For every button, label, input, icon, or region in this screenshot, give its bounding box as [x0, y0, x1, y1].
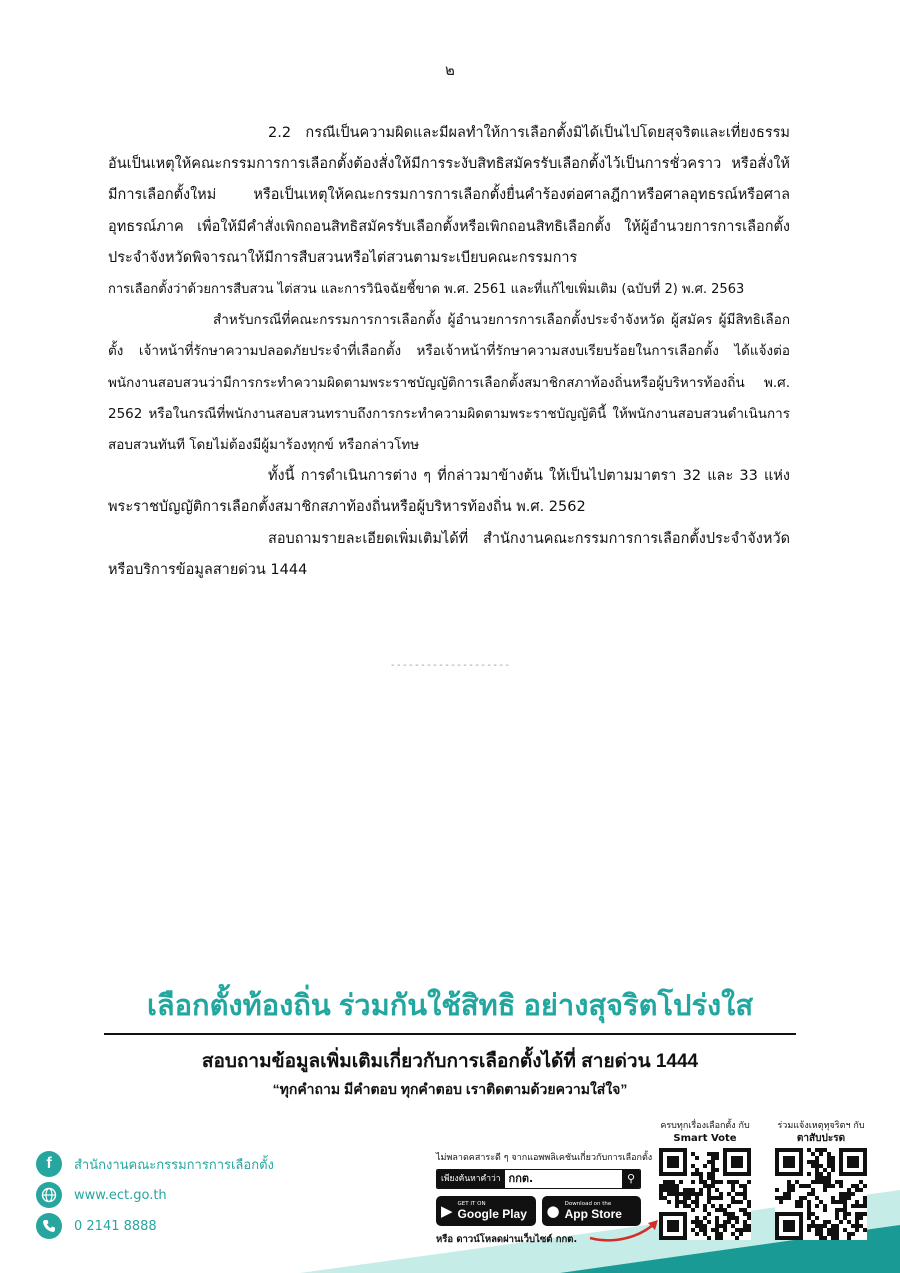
qr-smartvote-block [652, 1120, 758, 1240]
download-note: หรือ ดาวน์โหลดผ่านเว็บไซต์ กกต. [436, 1234, 578, 1245]
hotline-quote: “ทุกคำถาม มีคำตอบ ทุกคำตอบ เราติดตามด้วยความใส่ใจ” [272, 1081, 628, 1097]
campaign-slogan: เลือกตั้งท้องถิ่น ร่วมกันใช้สิทธิ อย่างสุจริตโปร่งใส [146, 990, 754, 1022]
app-store-small: Download on the [564, 1201, 612, 1208]
end-of-text-marker: -------------------- [389, 660, 511, 671]
google-play-small: GET IT ON [457, 1201, 486, 1208]
contact-website-label: www.ect.go.th [74, 1187, 167, 1203]
footer-divider [104, 1033, 796, 1035]
paragraph-legal-sections: ทั้งนี้ การดำเนินการต่าง ๆ ที่กล่าวมาข้างต้น ให้เป็นไปตามมาตรา 32 และ 33 แห่งพระราชบัญญัติการเลือกตั้งสมาชิกสภาท้องถิ่นหรือผู้บริหารท้องถิ่น พ.ศ. 2562 [108, 468, 790, 516]
qr-code-smartvote[interactable] [659, 1148, 751, 1240]
qr-smartvote-caption: ครบทุกเรื่องเลือกตั้ง กับ [660, 1121, 750, 1131]
search-icon: ⚲ [622, 1170, 640, 1188]
page-number: ๒ [445, 61, 455, 79]
app-search-label: เพียงค้นหาคำว่า [437, 1170, 505, 1188]
app-store-label: App Store [564, 1206, 622, 1221]
contact-facebook-label: สำนักงานคณะกรรมการการเลือกตั้ง [74, 1157, 274, 1173]
qr-code-tasapparod[interactable] [775, 1148, 867, 1240]
facebook-icon: f [36, 1151, 62, 1177]
app-search-term: กกต. [508, 1172, 534, 1185]
app-search-box [436, 1169, 641, 1189]
contact-website[interactable] [36, 1182, 167, 1208]
google-play-label: Google Play [457, 1206, 527, 1221]
document-body [108, 118, 790, 586]
paragraph-2-2: 2.2 กรณีเป็นความผิดและมีผลทำให้การเลือกตั้งมิได้เป็นไปโดยสุจริตและเที่ยงธรรมอันเป็นเหตุให้คณะกรรมการการเลือกตั้งต้องสั่งให้มีการระงับสิทธิสมัครรับเลือกตั้งไว้เป็นการชั่วคราว หรือสั่งให้มีการเลือกตั้งใหม่ หรือเป็นเหตุให้คณะกรรมการการเลือกตั้งยื่นคำร้องต่อศาลฎีกาหรือศาลอุทธรณ์หรือศาลอุทธรณ์ภาค เพื่อให้มีคำสั่งเพิกถอนสิทธิสมัครรับเลือกตั้งหรือเพิกถอนสิทธิเลือกตั้ง ให้ผู้อำนวยการการเลือกตั้งประจำจังหวัดพิจารณาให้มีการสืบสวนหรือไต่สวนตามระเบียบคณะกรรมการ [108, 125, 790, 266]
app-caption: ไม่พลาดคสาระดี ๆ จากแอพพลิเคชันเกี่ยวกับการเลือกตั้ง [436, 1153, 653, 1163]
paragraph-2-2-last-line: การเลือกตั้งว่าด้วยการสืบสวน ไต่สวน และการวินิจฉัยชี้ขาด พ.ศ. 2561 และที่แก้ไขเพิ่มเติม (ฉบับที่ 2) พ.ศ. 2563 [108, 282, 745, 298]
phone-icon [36, 1213, 62, 1239]
contact-facebook[interactable] [36, 1151, 274, 1177]
qr-smartvote-name: Smart Vote [673, 1133, 737, 1144]
hotline-heading: สอบถามข้อมูลเพิ่มเติมเกี่ยวกับการเลือกตั้งได้ที่ สายด่วน 1444 [201, 1051, 699, 1072]
contact-phone-label: 0 2141 8888 [74, 1218, 157, 1234]
qr-tasapparod-name: ตาสับปะรด [796, 1133, 846, 1144]
paragraph-contact-info: สอบถามรายละเอียดเพิ่มเติมได้ที่ สำนักงานคณะกรรมการการเลือกตั้งประจำจังหวัด หรือบริการข้อมูลสายด่วน 1444 [108, 530, 790, 578]
google-play-badge[interactable] [436, 1196, 536, 1226]
contact-phone[interactable] [36, 1213, 157, 1239]
arrow-icon [588, 1218, 660, 1244]
apple-icon: ● [546, 1202, 560, 1220]
paragraph-reporting-cases: สำหรับกรณีที่คณะกรรมการการเลือกตั้ง ผู้อำนวยการการเลือกตั้งประจำจังหวัด ผู้สมัคร ผู้มีสิทธิเลือกตั้ง เจ้าหน้าที่รักษาความปลอดภัยประจำที่เลือกตั้ง หรือเจ้าหน้าที่รักษาความสงบเรียบร้อยในการเลือกตั้ง ได้แจ้งต่อพนักงานสอบสวนว่ามีการกระทำความผิดตามพระราชบัญญัติการเลือกตั้งสมาชิกสภาท้องถิ่นหรือผู้บริหารท้องถิ่น พ.ศ. 2562 หรือในกรณีที่พนักงานสอบสวนทราบถึงการกระทำความผิดตามพระราชบัญญัตินี้ ให้พนักงานสอบสวนดำเนินการสอบสวนทันที โดยไม่ต้องมีผู้มาร้องทุกข์ หรือกล่าวโทษ [108, 312, 790, 454]
google-play-icon: ▶ [441, 1202, 453, 1220]
qr-tasapparod-block [768, 1120, 874, 1240]
qr-tasapparod-caption: ร่วมแจ้งเหตุทุจริตฯ กับ [777, 1121, 865, 1131]
globe-icon [36, 1182, 62, 1208]
